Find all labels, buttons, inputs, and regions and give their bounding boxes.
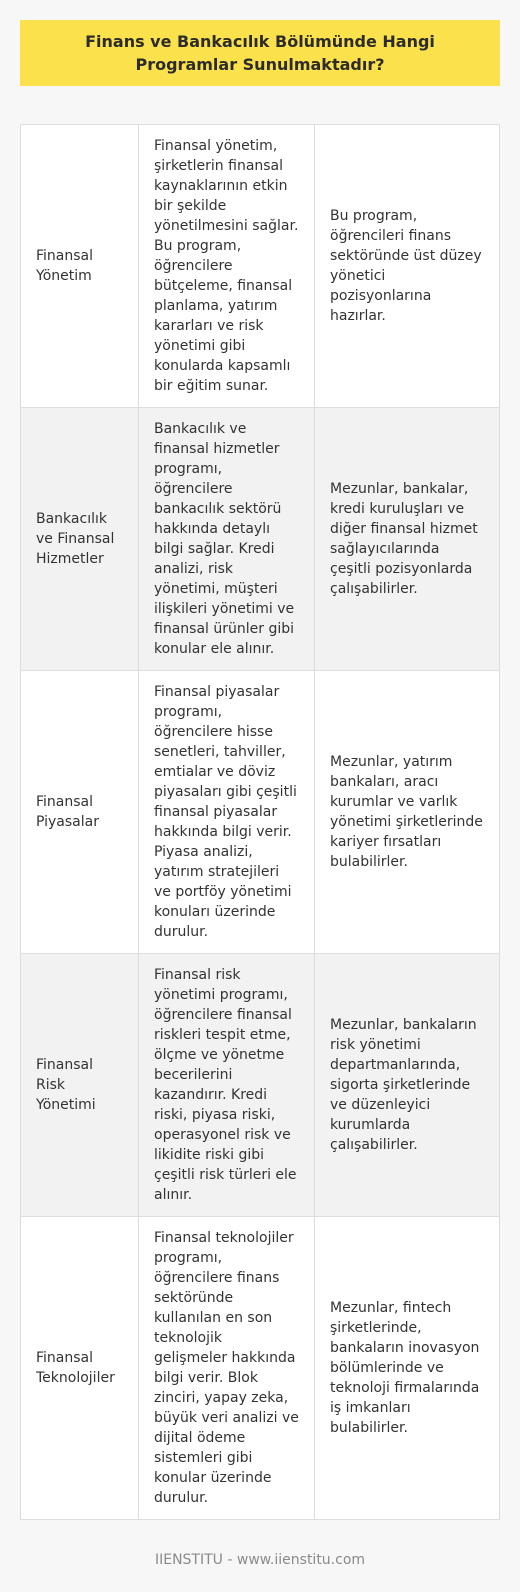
table-row bbox=[21, 125, 499, 408]
program-description-cell: Finansal yönetim, şirketlerin finansal kaynaklarının etkin bir şekilde yönetilmesini sağlar. Bu program, öğrencilere bütçeleme, finansal planlama, yatırım kararları ve risk yönetimi gibi konularda kapsamlı bir eğitim sunar. bbox=[139, 125, 315, 407]
program-description-cell: Bankacılık ve finansal hizmetler programı, öğrencilere bankacılık sektörü hakkında detaylı bilgi sağlar. Kredi analizi, risk yönetimi, müşteri ilişkileri yönetimi ve finansal ürünler gibi konular ele alınır. bbox=[139, 408, 315, 670]
program-career-cell: Bu program, öğrencileri finans sektöründe üst düzey yönetici pozisyonlarına hazırlar. bbox=[330, 208, 482, 324]
title-banner bbox=[20, 20, 500, 86]
programs-table bbox=[20, 124, 500, 1520]
table-row bbox=[21, 954, 499, 1217]
program-career-cell: Mezunlar, yatırım bankaları, aracı kurumlar ve varlık yönetimi şirketlerinde kariyer fırsatları bulabilirler. bbox=[330, 754, 483, 870]
table-row bbox=[21, 408, 499, 671]
footer-credit: IIENSTITU - www.iienstitu.com bbox=[154, 1552, 366, 1568]
program-name-cell: Finansal Yönetim bbox=[21, 125, 139, 407]
program-career-cell: Mezunlar, bankaların risk yönetimi departmanlarında, sigorta şirketlerinde ve düzenleyici kurumlarda çalışabilirler. bbox=[330, 1017, 477, 1153]
program-name-cell: Finansal Teknolojiler bbox=[21, 1217, 139, 1519]
program-name-cell: Bankacılık ve Finansal Hizmetler bbox=[21, 408, 139, 670]
page-title: Finans ve Bankacılık Bölümünde Hangi Programlar Sunulmaktadır? bbox=[85, 32, 435, 74]
program-career-cell: Mezunlar, bankalar, kredi kuruluşları ve diğer finansal hizmet sağlayıcılarında çeşitli pozisyonlarda çalışabilirler. bbox=[330, 481, 478, 597]
program-name-cell: Finansal Piyasalar bbox=[21, 671, 139, 953]
table-row bbox=[21, 1217, 499, 1519]
program-description-cell: Finansal teknolojiler programı, öğrencilere finans sektöründe kullanılan en son teknolojik gelişmeler hakkında bilgi verir. Blok zinciri, yapay zeka, büyük veri analizi ve dijital ödeme sistemleri gibi konular üzerinde durulur. bbox=[139, 1217, 315, 1519]
program-career-cell: Mezunlar, fintech şirketlerinde, bankaların inovasyon bölümlerinde ve teknoloji firmalarında iş imkanları bulabilirler. bbox=[330, 1300, 480, 1436]
program-description-cell: Finansal risk yönetimi programı, öğrencilere finansal riskleri tespit etme, ölçme ve yönetme becerilerini kazandırır. Kredi riski, piyasa riski, operasyonel risk ve likidite riski gibi çeşitli risk türleri ele alınır. bbox=[139, 954, 315, 1216]
program-description-cell: Finansal piyasalar programı, öğrencilere hisse senetleri, tahviller, emtialar ve döviz piyasaları gibi çeşitli finansal piyasalar hakkında bilgi verir. Piyasa analizi, yatırım stratejileri ve portföy yönetimi konuları üzerinde durulur. bbox=[139, 671, 315, 953]
program-name-cell: Finansal Risk Yönetimi bbox=[21, 954, 139, 1216]
table-row bbox=[21, 671, 499, 954]
